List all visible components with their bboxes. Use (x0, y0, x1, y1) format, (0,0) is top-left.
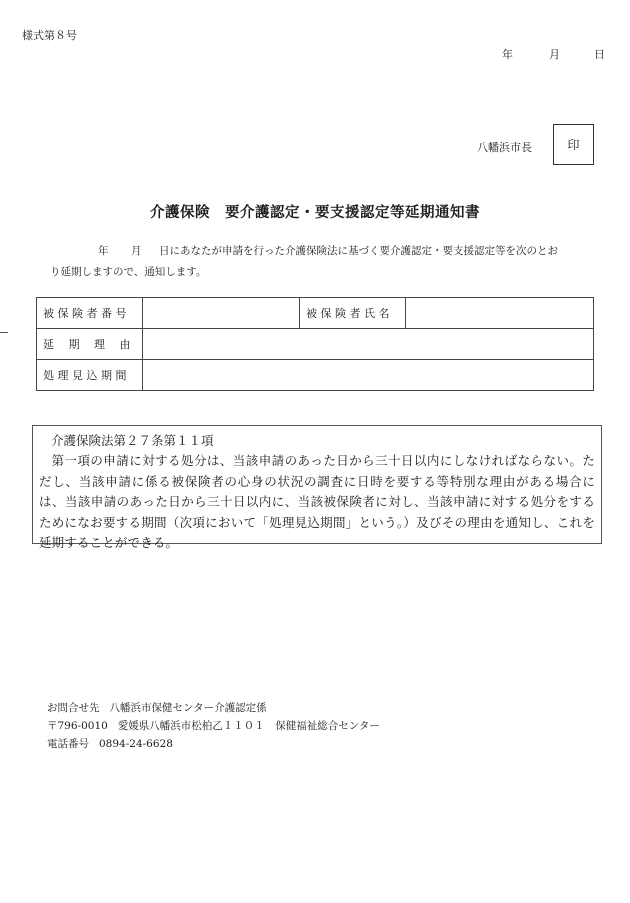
info-table (36, 297, 594, 391)
intro-year-label: 年 (98, 245, 109, 257)
delay-reason-label: 延 期 理 由 (37, 329, 143, 360)
contact-department: 八幡浜市保健センター介護認定係 (109, 702, 267, 714)
contact-line-3 (47, 736, 173, 751)
seal-box (553, 124, 594, 165)
insured-name-label: 被 保 険 者 氏 名 (300, 298, 406, 329)
law-title: 介護保険法第２７条第１１項 (51, 433, 214, 448)
intro-month-label: 月 (131, 245, 142, 257)
intro-text-line2: り延期しますので、通知します。 (50, 266, 207, 278)
law-text: 第一項の申請に対する処分は、当該申請のあった日から三十日以内にしなければならない。ただし、当該申請に係る被保険者の心身の状況の調査に日時を要する等特別な理由がある場合には、当該申請のあった日から三十日以内に、当該被保険者に対し、当該申請に対する処分をするためになお要する期間（次項において「処理見込期間」という。）及びその理由を通知し、これを延期することができる。 (39, 453, 595, 551)
date-year-label: 年 (502, 48, 513, 61)
form-number: 様式第８号 (22, 29, 77, 42)
contact-phone-label: 電話番号 (47, 738, 89, 750)
margin-mark (0, 332, 8, 333)
issuer-name: 八幡浜市長 (477, 141, 532, 154)
contact-line-1 (47, 700, 267, 715)
processing-period-field[interactable] (143, 360, 594, 391)
processing-period-label: 処 理 見 込 期 間 (37, 360, 143, 391)
contact-phone: 0894-24-6628 (99, 738, 173, 750)
table-row (37, 329, 594, 360)
contact-line-2 (47, 718, 380, 733)
date-day-label: 日 (594, 48, 605, 61)
insured-name-field[interactable] (406, 298, 594, 329)
law-excerpt-box (32, 425, 602, 551)
insured-number-label: 被 保 険 者 番 号 (37, 298, 143, 329)
contact-label: お問合せ先 (47, 702, 100, 714)
contact-postal: 〒796-0010 (47, 720, 108, 732)
intro-text-line1: 日にあなたが申請を行った介護保険法に基づく要介護認定・要支援認定等を次のとお (159, 245, 558, 257)
seal-label: 印 (567, 138, 580, 152)
table-row (37, 360, 594, 391)
insured-number-field[interactable] (143, 298, 300, 329)
table-row (37, 298, 594, 329)
document-title: 介護保険 要介護認定・要支援認定等延期通知書 (150, 204, 480, 221)
delay-reason-field[interactable] (143, 329, 594, 360)
contact-address: 愛媛県八幡浜市松柏乙１１０１ 保健福祉総合センター (117, 720, 380, 732)
date-month-label: 月 (549, 48, 560, 61)
